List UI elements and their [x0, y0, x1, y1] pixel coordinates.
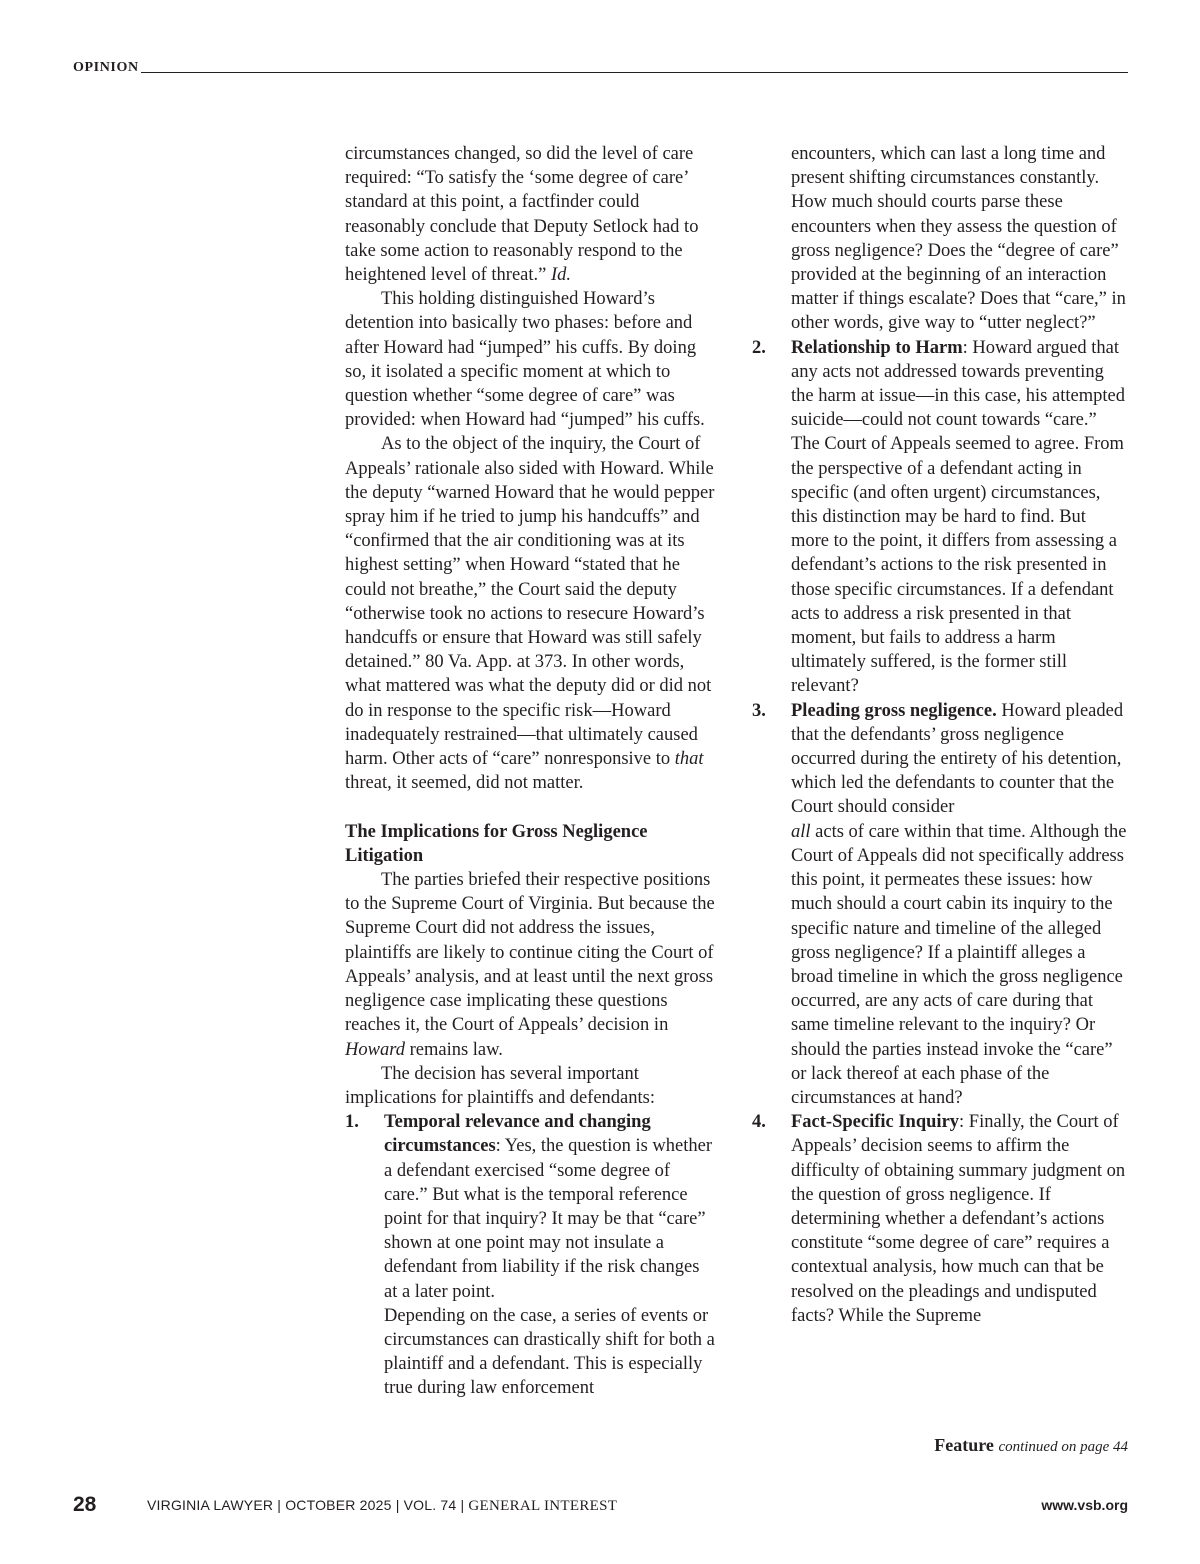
list-number: 2.: [752, 337, 766, 358]
list-item: 2. Relationship to Harm: Howard argued that any acts not addressed towards preventing the harm at issue—in this case, his attempted suicide—could not count towards “care.” The Court of Appeals seemed to agree. From the perspective of a defendant acting in specific (and often urgent) circumstances, this distinction may be hard to find. But more to the point, it differs from assessing a defendant’s actions to the risk presented in those specific circumstances. If a defendant acts to address a risk presented in that moment, but fails to address a harm ultimately suffered, is the former still relevant?: [752, 337, 1125, 697]
paragraph: circumstances changed, so did the level of care required: “To satisfy the ‘some degree of care’ standard at this point, a factfinder could reasonably conclude that Deputy Setlock had to take some action to reasonably respond to the heightened level of threat.” Id.: [345, 144, 699, 286]
continued-note: Feature continued on page 44: [934, 1435, 1128, 1455]
list-number: 4.: [752, 1112, 766, 1133]
section-heading: The Implications for Gross Negligence Litigation: [345, 821, 648, 866]
list-item: 3. Pleading gross negligence. Howard pleaded that the defendants’ gross negligence occurred during the entirety of his detention, which led the defendants to counter that the Court should consider all acts of care within that time. Although the Court of Appeals did not specifically address this point, it permeates these issues: how much should a court cabin its inquiry to the specific nature and timeline of the alleged gross negligence? If a plaintiff alleges a broad timeline in which the gross negligence occurred, are any acts of care during that same timeline relevant to the inquiry? Or should the parties instead invoke the “care” or lack thereof at each phase of the circumstances at hand?: [752, 700, 1127, 1108]
list-item-title: Relationship to Harm: [791, 337, 963, 358]
list-item-title: Pleading gross negligence.: [791, 700, 997, 721]
list-item-title: Temporal relevance and changing circumstances: [384, 1112, 651, 1157]
list-item: 4. Fact-Specific Inquiry: Finally, the Court of Appeals’ decision seems to affirm the difficulty of obtaining summary judgment on the question of gross negligence. If determining whether a defendant’s actions constitute “some degree of care” requires a contextual analysis, how much can that be resolved on the pleadings and undisputed facts? While the Supreme: [752, 1112, 1126, 1326]
paragraph: The parties briefed their respective positions to the Supreme Court of Virginia. But because the Supreme Court did not address the issues, plaintiffs are likely to continue citing the Court of Appeals’ analysis, and at least until the next gross negligence case implicating these questions reaches it, the Court of Appeals’ decision in Howard remains law.: [345, 870, 715, 1060]
paragraph: encounters, which can last a long time and present shifting circumstances constantly. How much should courts parse these encounters when they assess the question of gross negligence? Does the “degree of care” provided at the beginning of an interaction matter if things escalate? Does that “care,” in other words, give way to “utter neglect?”: [791, 144, 1126, 334]
paragraph: As to the object of the inquiry, the Court of Appeals’ rationale also sided with Howard. While the deputy “warned Howard that he would pepper spray him if he tried to jump his handcuffs” and “confirmed that the air conditioning was at its highest setting” when Howard “stated that he could not breathe,” the Court said the deputy “otherwise took no actions to resecure Howard’s handcuffs or ensure that Howard was still safely detained.” 80 Va. App. at 373. In other words, what mattered was what the deputy did or did not do in response to the specific risk—Howard inadequately restrained—that ultimately caused harm. Other acts of “care” nonresponsive to that threat, it seemed, did not matter.: [345, 434, 715, 794]
page-number: 28: [73, 1493, 97, 1516]
paragraph: The decision has several important implications for plaintiffs and defendants:: [345, 1063, 655, 1108]
list-number: 1.: [345, 1112, 359, 1133]
list-number: 3.: [752, 700, 766, 721]
website-url: www.vsb.org: [1041, 1497, 1128, 1513]
journal-info: VIRGINIA LAWYER | OCTOBER 2025 | VOL. 74 | GENERAL INTEREST: [147, 1497, 618, 1514]
list-item-title: Fact-Specific Inquiry: [791, 1112, 960, 1133]
list-item: 1. Temporal relevance and changing circumstances: Yes, the question is whether a defendant exercised “some degree of care.” But what is the temporal reference point for that inquiry? It may be that “care” shown at one point may not insulate a defendant from liability if the risk changes at a later point. Depending on the case, a series of events or circumstances can drastically shift for both a plaintiff and a defendant. This is especially true during law enforcement: [345, 1112, 715, 1399]
page-header: [73, 59, 1128, 75]
left-column: [345, 142, 717, 1401]
section-label: OPINION: [73, 60, 139, 75]
header-rule: [141, 72, 1128, 73]
paragraph: This holding distinguished Howard’s detention into basically two phases: before and after Howard had “jumped” his cuffs. By doing so, it isolated a specific moment at which to question whether “some degree of care” was provided: when Howard had “jumped” his cuffs.: [345, 289, 705, 431]
right-column: [752, 142, 1128, 1328]
category-label: GENERAL INTEREST: [468, 1498, 618, 1514]
page-footer: [73, 1492, 1128, 1518]
